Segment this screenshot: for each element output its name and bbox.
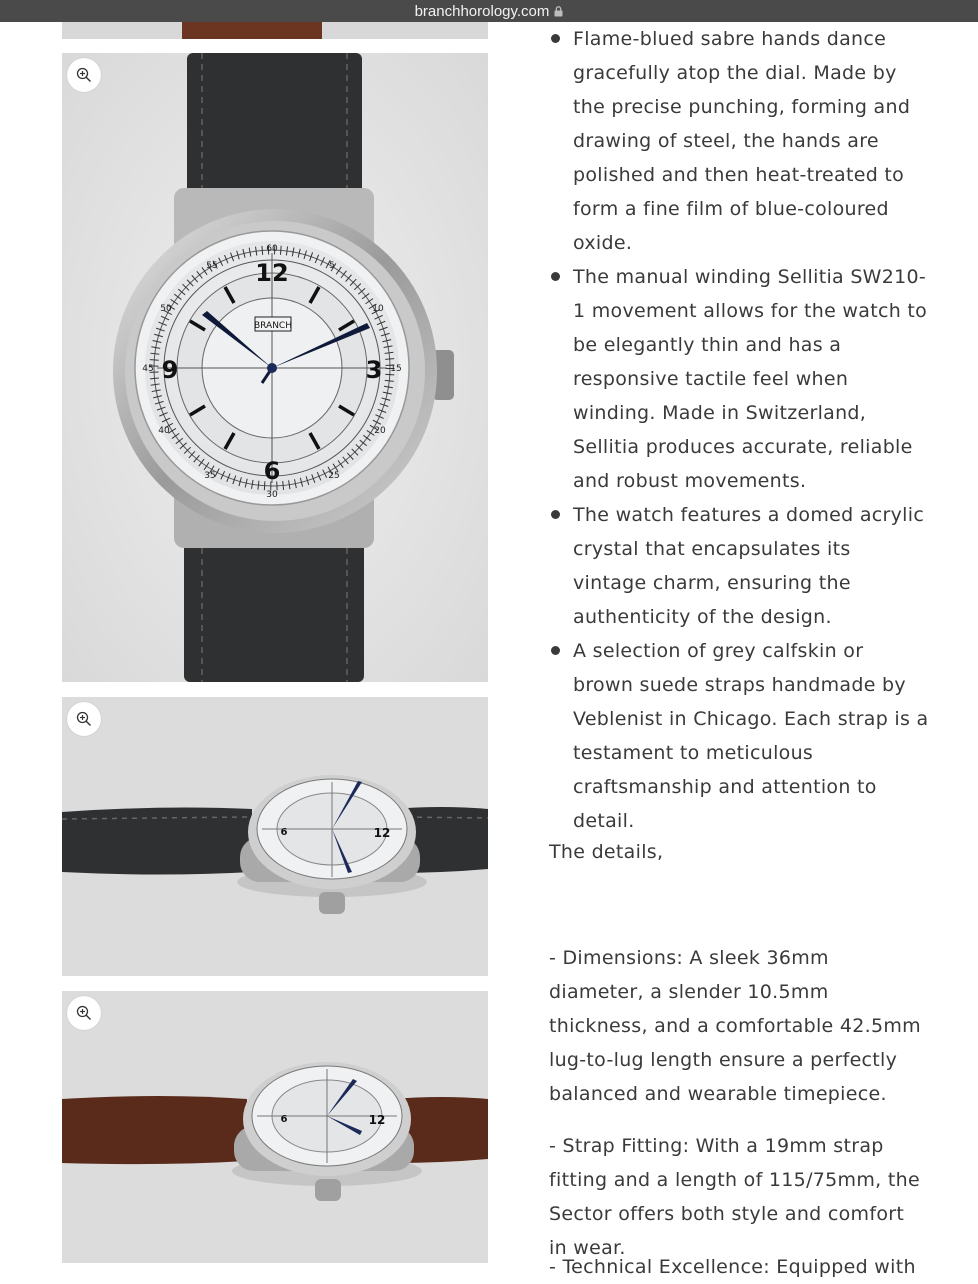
minute-label: 60: [266, 244, 278, 254]
dial-numeral-6: 6: [280, 1114, 288, 1125]
minute-label: 55: [206, 261, 218, 271]
feature-item: The manual winding Sellitia SW210-1 movement allows for the watch to be elegantly thin and has a responsive tactile feel when winding. Made in Switzerland, Sellitia produces accurate, reliable and robust movements.: [549, 260, 929, 498]
product-description: [549, 22, 929, 838]
zoom-in-icon: [76, 67, 92, 83]
minute-label: 50: [160, 304, 172, 314]
feature-item: Flame-blued sabre hands dance gracefully atop the dial. Made by the precise punching, forming and drawing of steel, the hands are polished and then heat-treated to form a fine film of blue-coloured oxide.: [549, 22, 929, 260]
minute-label: 40: [158, 426, 170, 436]
product-image-previous[interactable]: [62, 22, 488, 39]
minute-label: 15: [390, 364, 402, 374]
product-image-side-grey[interactable]: [62, 697, 488, 976]
brown-strap-image: [62, 22, 488, 39]
zoom-button[interactable]: [67, 996, 101, 1030]
zoom-in-icon: [76, 1005, 92, 1021]
minute-label: 10: [372, 304, 384, 314]
zoom-in-icon: [76, 711, 92, 727]
dial-numeral-6: 6: [263, 457, 281, 485]
watch-side-grey-photo: [62, 697, 488, 976]
dial-brand: BRANCH: [253, 321, 293, 331]
watch-side-brown-photo: [62, 991, 488, 1263]
feature-item: The watch features a domed acrylic crystal that encapsulates its vintage charm, ensuring the authenticity of the design.: [549, 498, 929, 634]
details-dimensions: - Dimensions: A sleek 36mm diameter, a slender 10.5mm thickness, and a comfortable 42.5mm lug-to-lug length ensure a perfectly balanced and wearable timepiece.: [549, 947, 921, 1105]
zoom-button[interactable]: [67, 58, 101, 92]
dial-numeral-12: 12: [368, 1113, 386, 1127]
zoom-button[interactable]: [67, 702, 101, 736]
minute-label: 35: [204, 471, 216, 481]
details-strap: - Strap Fitting: With a 19mm strap fitting and a length of 115/75mm, the Sector offers both style and comfort in wear.: [549, 1135, 920, 1259]
minute-label: 20: [374, 426, 386, 436]
dial-numeral-9: 9: [161, 356, 179, 384]
dial-numeral-12: 12: [255, 259, 289, 287]
feature-item: A selection of grey calfskin or brown suede straps handmade by Veblenist in Chicago. Each strap is a testament to meticulous craftsmanship and attention to detail.: [549, 634, 929, 838]
details-heading: The details,: [549, 841, 664, 863]
lock-icon: [554, 6, 563, 17]
minute-label: 45: [142, 364, 154, 374]
product-image-side-brown[interactable]: [62, 991, 488, 1263]
url-text: branchhorology.com: [414, 2, 550, 20]
browser-url-bar[interactable]: [0, 0, 978, 22]
watch-front-photo: [62, 53, 488, 682]
feature-list: [549, 22, 929, 838]
minute-label: 5: [329, 261, 335, 271]
dial-numeral-12: 12: [373, 826, 391, 840]
minute-label: 25: [328, 471, 340, 481]
details-technical: - Technical Excellence: Equipped with: [549, 1256, 916, 1278]
minute-label: 30: [266, 490, 278, 500]
dial-numeral-3: 3: [365, 356, 383, 384]
dial-numeral-6: 6: [280, 827, 288, 838]
product-image-front[interactable]: [62, 53, 488, 682]
